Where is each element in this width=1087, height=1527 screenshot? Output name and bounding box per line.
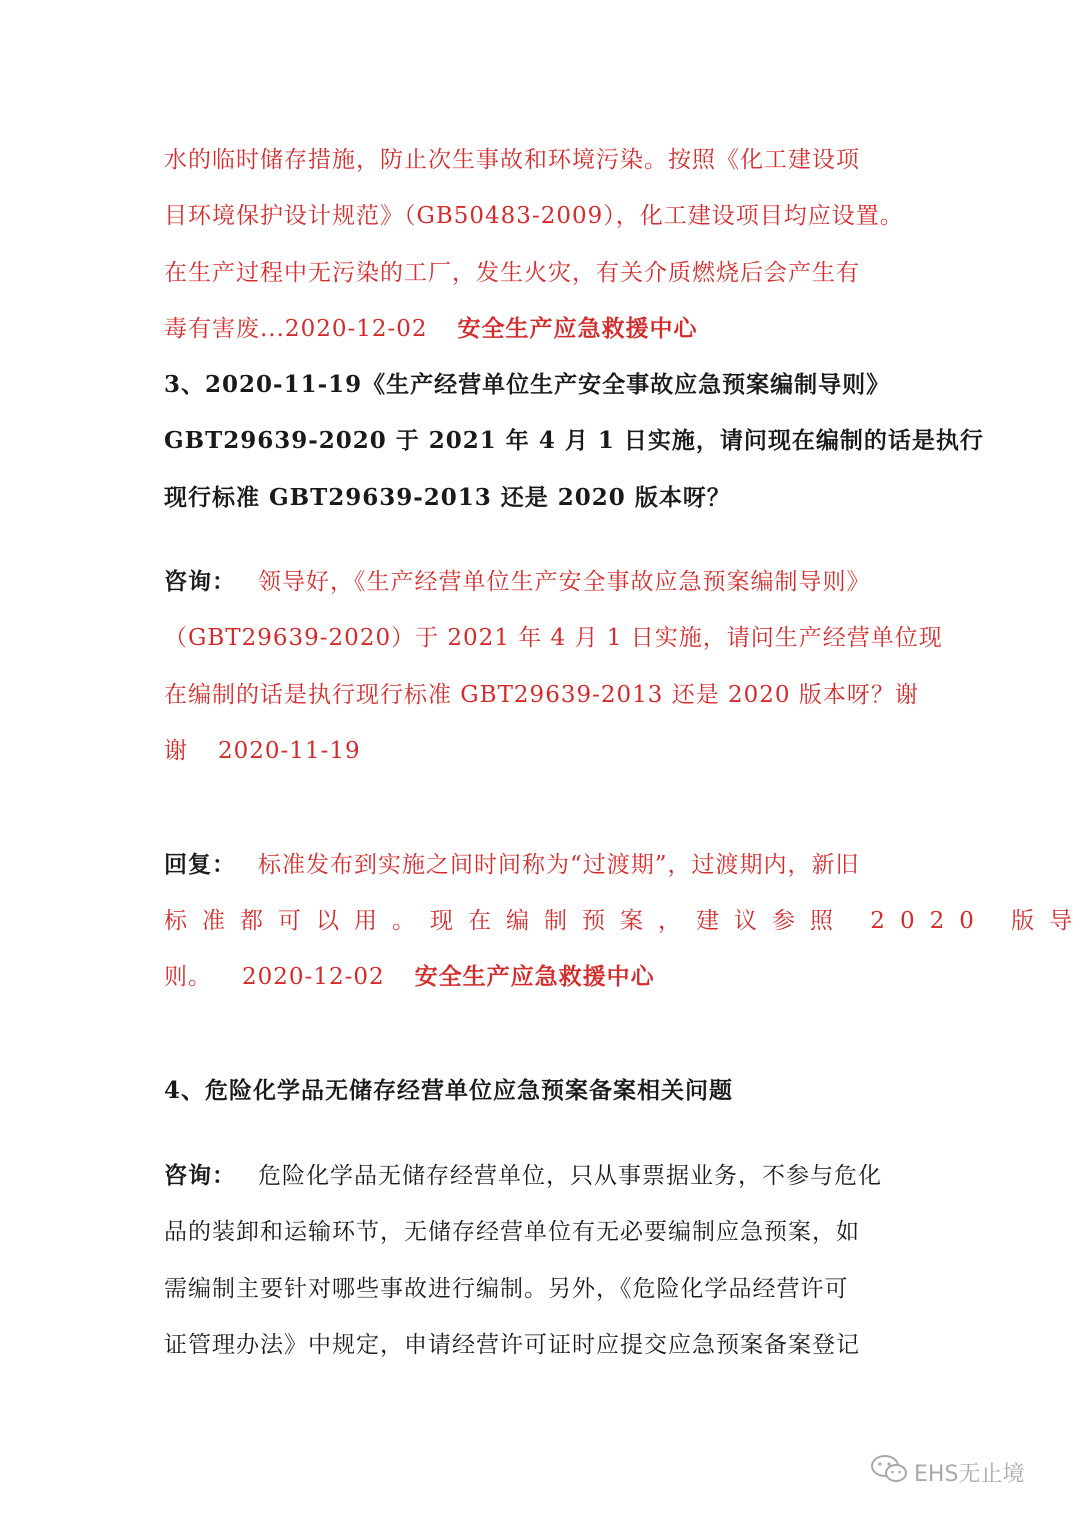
item3-title-line-3: 现行标准 GBT29639-2013 还是 2020 版本呀？ [164,484,731,511]
item3-consult-end-a: 谢 [164,738,188,764]
item3-consult-label: 咨询： [164,568,236,595]
item3-reply-line-2: 标准都可以用。现在编制预案，建议参照 2020 版导 [164,908,1087,934]
item3-reply-end-a: 则。 [164,964,212,990]
watermark [870,1457,1024,1493]
item3-title-line-1: 3、2020-11-19《生产经营单位生产安全事故应急预案编制导则》 [164,371,891,398]
wechat-icon [870,1454,914,1496]
item4-consult-line-4: 证管理办法》中规定，申请经营许可证时应提交应急预案备案登记 [164,1332,860,1358]
item2-line-3: 在生产过程中无污染的工厂，发生火灾，有关介质燃烧后会产生有 [164,260,860,286]
item3-reply-first: 标准发布到实施之间时间称为“过渡期”，过渡期内，新旧 [258,852,860,878]
item4-consult-line-2: 品的装卸和运输环节，无储存经营单位有无必要编制应急预案，如 [164,1219,860,1245]
item4-consult-label: 咨询： [164,1162,236,1189]
item3-reply-line-1 [164,849,916,881]
item3-reply-org: 安全生产应急救援中心 [414,963,655,990]
item4-consult-line-3: 需编制主要针对哪些事故进行编制。另外，《危险化学品经营许可 [164,1276,849,1302]
item3-consult-line-3: 在编制的话是执行现行标准 GBT29639-2013 还是 2020 版本呀？谢 [164,682,919,708]
item2-line-2: 目环境保护设计规范》（GB50483-2009），化工建设项目均应设置。 [164,203,904,229]
item4-consult-line-1 [164,1160,916,1192]
item3-title-line-2: GBT29639-2020 于 2021 年 4 月 1 日实施，请问现在编制的话是执行 [164,427,984,454]
item3-consult-date: 2020-11-19 [218,738,361,764]
item4-consult-first: 危险化学品无储存经营单位，只从事票据业务，不参与危化 [258,1163,882,1189]
item3-reply-date: 2020-12-02 [242,964,385,990]
item3-consult-line-1 [164,566,916,598]
item2-line-1: 水的临时储存措施，防止次生事故和环境污染。按照《化工建设项 [164,147,860,173]
item3-consult-first: 领导好，《生产经营单位生产安全事故应急预案编制导则》 [258,569,871,595]
item2-org: 安全生产应急救援中心 [457,315,698,342]
item3-consult-line-2: （GBT29639-2020）于 2021 年 4 月 1 日实施，请问生产经营单位现 [164,625,943,651]
watermark-text: EHS无止境 [914,1462,1025,1487]
item2-line-4 [164,313,916,345]
item2-tail-text: 毒有害废...2020-12-02 [164,316,428,342]
item3-reply-label: 回复： [164,851,236,878]
item3-consult-line-4 [164,735,916,767]
item3-reply-line-3 [164,961,916,993]
item4-title: 4、危险化学品无储存经营单位应急预案备案相关问题 [164,1077,734,1104]
